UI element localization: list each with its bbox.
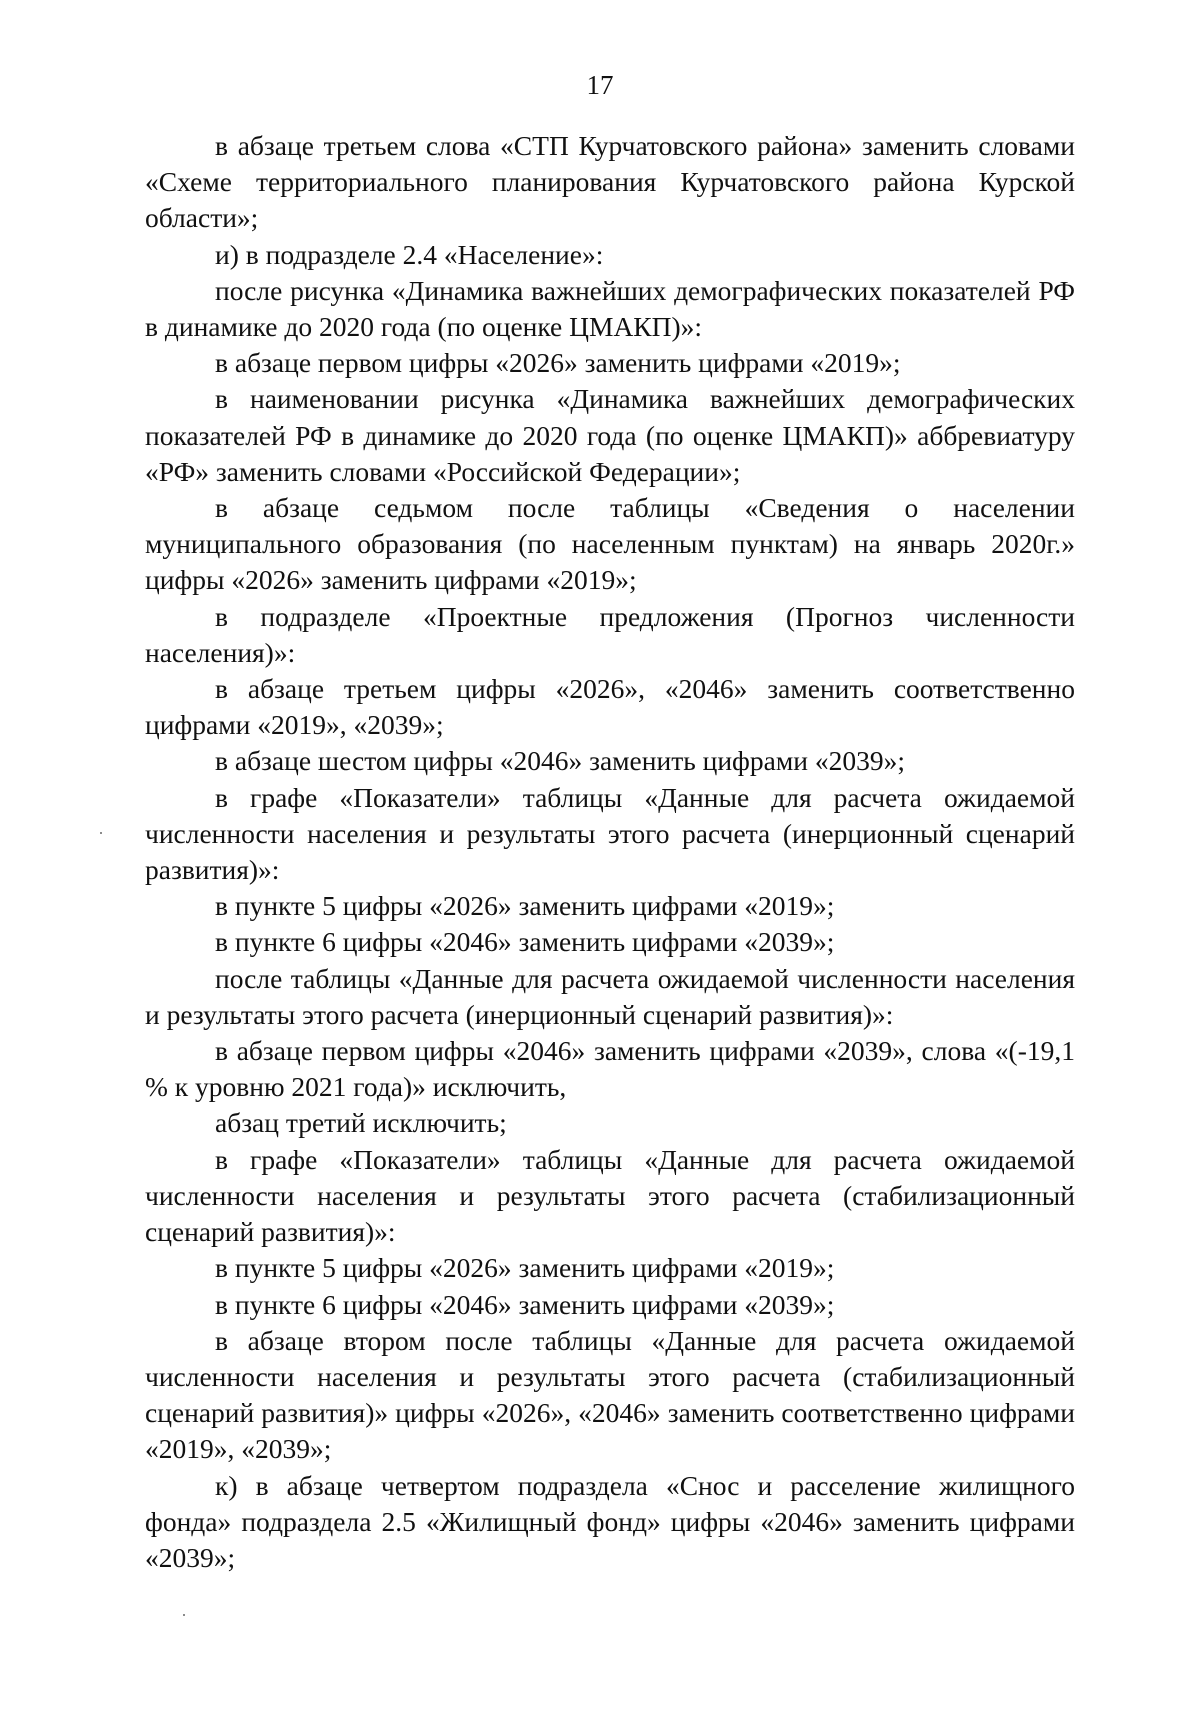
scan-speck [100,832,102,834]
paragraph: в наименовании рисунка «Динамика важнейших демографических показателей РФ в динамике до 2020 года (по оценке ЦМАКП)» аббревиатуру «РФ» заменить словами «Российской Федерации»; [145,383,1075,487]
paragraph: в абзаце шестом цифры «2046» заменить цифрами «2039»; [215,745,905,777]
paragraph: в подразделе «Проектные предложения (Прогноз численности населения)»: [145,600,1075,668]
paragraph: в абзаце третьем слова «СТП Курчатовского района» заменить словами «Схеме территориального планирования Курчатовского района Курской области»; [145,130,1075,234]
paragraph: после рисунка «Динамика важнейших демографических показателей РФ в динамике до 2020 года (по оценке ЦМАКП)»: [145,274,1075,343]
paragraph: к) в абзаце четвертом подраздела «Снос и расселение жилищного фонда» подраздела 2.5 «Жилищный фонд» цифры «2046» заменить цифрами «2039»; [145,1469,1075,1573]
paragraph: в графе «Показатели» таблицы «Данные для расчета ожидаемой численности населения и результаты этого расчета (инерционный сценарий развития)»: [145,781,1075,886]
paragraph: после таблицы «Данные для расчета ожидаемой численности населения и результаты этого расчета (инерционный сценарий развития)»: [145,962,1075,1030]
document-body [145,128,1075,1576]
paragraph: и) в подразделе 2.4 «Население»: [215,238,604,270]
scan-speck [183,1614,185,1616]
paragraph: в пункте 6 цифры «2046» заменить цифрами «2039»; [215,1288,835,1320]
page-number: 17 [586,70,614,100]
paragraph: в пункте 6 цифры «2046» заменить цифрами «2039»; [215,926,835,958]
paragraph: в абзаце втором после таблицы «Данные для расчета ожидаемой численности населения и результаты этого расчета (стабилизационный сценарий развития)» цифры «2026», «2046» заменить соответственно цифрами «2019», «2039»; [145,1324,1075,1465]
paragraph: в пункте 5 цифры «2026» заменить цифрами «2019»; [215,1252,835,1284]
paragraph: в абзаце седьмом после таблицы «Сведения о населении муниципального образования (по населенным пунктам) на январь 2020г.» цифры «2026» заменить цифрами «2019»; [145,492,1075,596]
paragraph: в абзаце первом цифры «2026» заменить цифрами «2019»; [215,347,901,379]
paragraph: в графе «Показатели» таблицы «Данные для расчета ожидаемой численности населения и результаты этого расчета (стабилизационный сценарий развития)»: [145,1143,1075,1248]
paragraph: в пункте 5 цифры «2026» заменить цифрами «2019»; [215,890,835,922]
paragraph: в абзаце первом цифры «2046» заменить цифрами «2039», слова «(-19,1 % к уровню 2021 года)» исключить, [145,1035,1075,1103]
paragraph: в абзаце третьем цифры «2026», «2046» заменить соответственно цифрами «2019», «2039»; [145,673,1075,741]
paragraph: абзац третий исключить; [215,1107,507,1139]
